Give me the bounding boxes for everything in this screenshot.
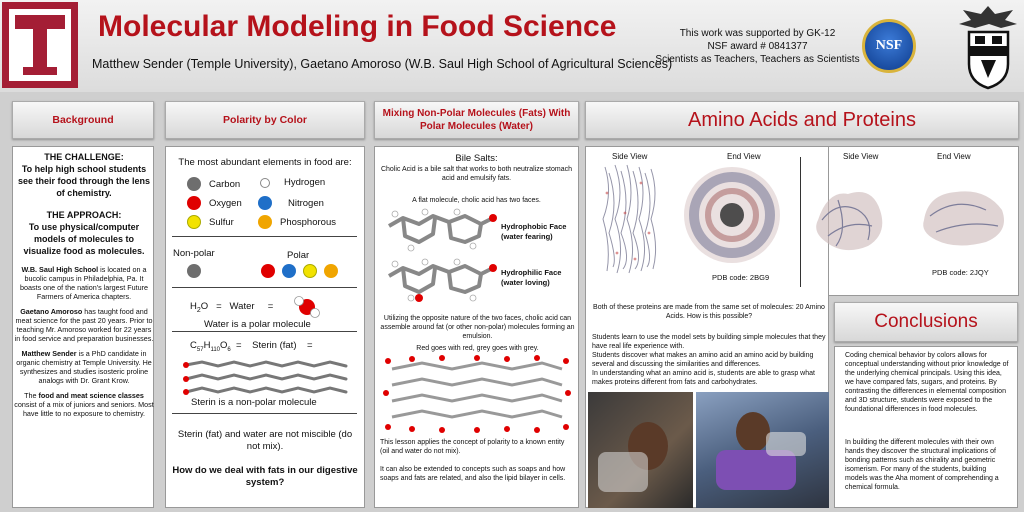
water-equation: $H_2O$ = Water = xyxy=(190,301,274,314)
sender-paragraph: Matthew Sender is a PhD candidate in organic chemistry at Temple University. He synthesizes and studies isosteric proline analogs with Dr. Grant Krow. xyxy=(16,349,152,385)
divider xyxy=(172,287,357,288)
end-view-label-1: End View xyxy=(727,152,761,161)
mixing-heading: Mixing Non-Polar Molecules (Fats) With Polar Molecules (Water) xyxy=(374,101,579,139)
element-phosphorous: Phosphorous xyxy=(258,215,336,229)
miscible-statement: Sterin (fat) and water are not miscible (do not mix). xyxy=(177,429,353,452)
saul-school-crest xyxy=(955,2,1022,90)
element-nitrogen: Nitrogen xyxy=(258,196,324,210)
pdb-code-2bg9: PDB code: 2BG9 xyxy=(712,273,770,282)
bile-salts-title: Bile Salts: xyxy=(455,153,498,164)
polarity-intro: The most abundant elements in food are: xyxy=(178,157,352,168)
flat-molecule-text: A flat molecule, cholic acid has two faces. xyxy=(412,197,541,204)
divider xyxy=(172,413,357,414)
emulsion-text: Utilizing the opposite nature of the two faces, cholic acid can assemble around fat (or other non-polar) molecules forming an emulsion. xyxy=(380,315,575,340)
protein-2bg9-side-view xyxy=(595,163,667,275)
support-line: Scientists as Teachers, Teachers as Scientists xyxy=(655,54,860,65)
emulsion-model xyxy=(382,355,572,433)
cholic-acid-model xyxy=(381,206,499,308)
polarity-heading: Polarity by Color xyxy=(165,101,365,139)
amino-heading: Amino Acids and Proteins xyxy=(585,101,1019,139)
classroom-photo-2 xyxy=(696,392,829,508)
element-sulfur: Sulfur xyxy=(187,215,234,229)
element-hydrogen: Hydrogen xyxy=(260,177,325,188)
amoroso-paragraph: Gaetano Amoroso has taught food and meat science for the past 20 years. Prior to teaching Mr. Amoroso worked for 22 years in food service and preparation businesses. xyxy=(14,307,154,343)
support-line: NSF award # 0841377 xyxy=(707,41,808,52)
end-view-label-2: End View xyxy=(937,152,971,161)
oxygen-atom-icon xyxy=(187,196,201,210)
lesson-text-1: This lesson applies the concept of polarity to a known entity (oil and water do not mix). xyxy=(380,439,565,455)
hydrophobic-label: Hydrophobic Face (water fearing) xyxy=(501,222,567,241)
bile-salts-text: Cholic Acid is a bile salt that works to both neutralize stomach acid and emulsify fats. xyxy=(380,166,573,182)
sterin-molecule-model xyxy=(182,357,352,397)
nitrogen-atom-icon xyxy=(258,196,272,210)
digestion-question: How do we deal with fats in our digestive system? xyxy=(172,465,358,488)
phosphorous-atom-icon xyxy=(258,215,272,229)
background-text xyxy=(14,151,154,424)
lesson-text-2: It can also be extended to concepts such as soaps and how soaps and fats are related, and also the lipid bilayer in cells. xyxy=(380,466,566,482)
conclusions-heading: Conclusions xyxy=(834,302,1018,342)
polar-phosphorous-icon xyxy=(324,264,338,278)
sterin-equation: $C_{57}H_{110}O_6$ = Sterin (fat) = xyxy=(190,340,313,353)
background-heading: Background xyxy=(12,101,154,139)
protein-2jqy-side-view xyxy=(808,180,890,258)
sterin-caption: Sterin is a non-polar molecule xyxy=(191,397,317,408)
students-paragraph: In understanding what an amino acid is, students are able to grasp what makes proteins different from fats and carbohydrates. xyxy=(592,370,815,386)
protein-question-text: Both of these proteins are made from the same set of molecules: 20 Amino Acids. How is this possible? xyxy=(593,304,825,320)
protein-divider xyxy=(800,157,801,287)
support-statement xyxy=(650,27,865,66)
poster-header xyxy=(0,0,1024,92)
divider xyxy=(172,236,357,237)
divider xyxy=(172,331,357,332)
carbon-atom-icon xyxy=(187,177,201,191)
side-view-label-1: Side View xyxy=(612,152,648,161)
students-text xyxy=(592,333,826,387)
water-caption: Water is a polar molecule xyxy=(204,319,311,330)
element-oxygen: Oxygen xyxy=(187,196,242,210)
water-molecule-model xyxy=(292,294,322,320)
red-grey-text: Red goes with red, grey goes with grey. xyxy=(416,345,539,352)
nonpolar-label: Non-polar xyxy=(173,248,215,259)
students-paragraph: Students learn to use the model sets by building simple molecules that they have real life experience with. xyxy=(592,334,826,350)
protein-2jqy-end-view xyxy=(916,180,1012,252)
students-paragraph: Students discover what makes an amino acid an amino acid by building several and discussing the similarities and differences. xyxy=(592,352,814,368)
polar-oxygen-icon xyxy=(261,264,275,278)
challenge-text: To help high school students see their food through the lens of chemistry. xyxy=(17,164,150,198)
nsf-logo: NSF xyxy=(862,19,916,73)
sulfur-atom-icon xyxy=(187,215,201,229)
element-carbon: Carbon xyxy=(187,177,240,191)
hydrogen-atom-icon xyxy=(260,178,270,188)
polar-nitrogen-icon xyxy=(282,264,296,278)
challenge-title: THE CHALLENGE: xyxy=(44,152,124,162)
temple-logo xyxy=(2,2,78,88)
classroom-photo-1 xyxy=(588,392,693,508)
conclusions-paragraph-2: In building the different molecules with their own hands they discover the structural implications of bonding patterns such as chirality and geometric isomerism. For many of the students, building models was the Aha moment of comprehending a chemical formula. xyxy=(845,439,999,491)
poster-title: Molecular Modeling in Food Science xyxy=(98,10,617,43)
polar-label: Polar xyxy=(287,250,310,261)
protein-2bg9-end-view xyxy=(680,163,784,267)
nonpolar-carbon-icon xyxy=(187,264,201,278)
classes-paragraph: The food and meat science classes consist of a mix of juniors and seniors. Most have little to no exposure to chemistry. xyxy=(14,391,154,418)
conclusions-paragraph-1: Coding chemical behavior by colors allows for conceptual understanding without prior knowledge of the underlying chemical principals. Using this idea, we have compared fats, sugars, and proteins. By contrasting the differences in elemental composition and 3D structure, students were exposed to the foundational differences in food molecules. xyxy=(845,352,1009,413)
saul-paragraph: W.B. Saul High School is located on a bucolic campus in Philadelphia, Pa. It boasts one of the nation's largest Future Farmers of America chapters. xyxy=(19,265,149,301)
hydrophilic-label: Hydrophilic Face (water loving) xyxy=(501,268,562,287)
poster-authors: Matthew Sender (Temple University), Gaetano Amoroso (W.B. Saul High School of Agricultural Sciences) xyxy=(92,57,673,71)
approach-text: To use physical/computer models of molecules to visualize food as molecules. xyxy=(23,222,145,256)
support-line: This work was supported by GK-12 xyxy=(679,28,836,39)
polar-sulfur-icon xyxy=(303,264,317,278)
side-view-label-2: Side View xyxy=(843,152,879,161)
approach-title: THE APPROACH: xyxy=(46,210,122,220)
pdb-code-2jqy: PDB code: 2JQY xyxy=(932,268,989,277)
